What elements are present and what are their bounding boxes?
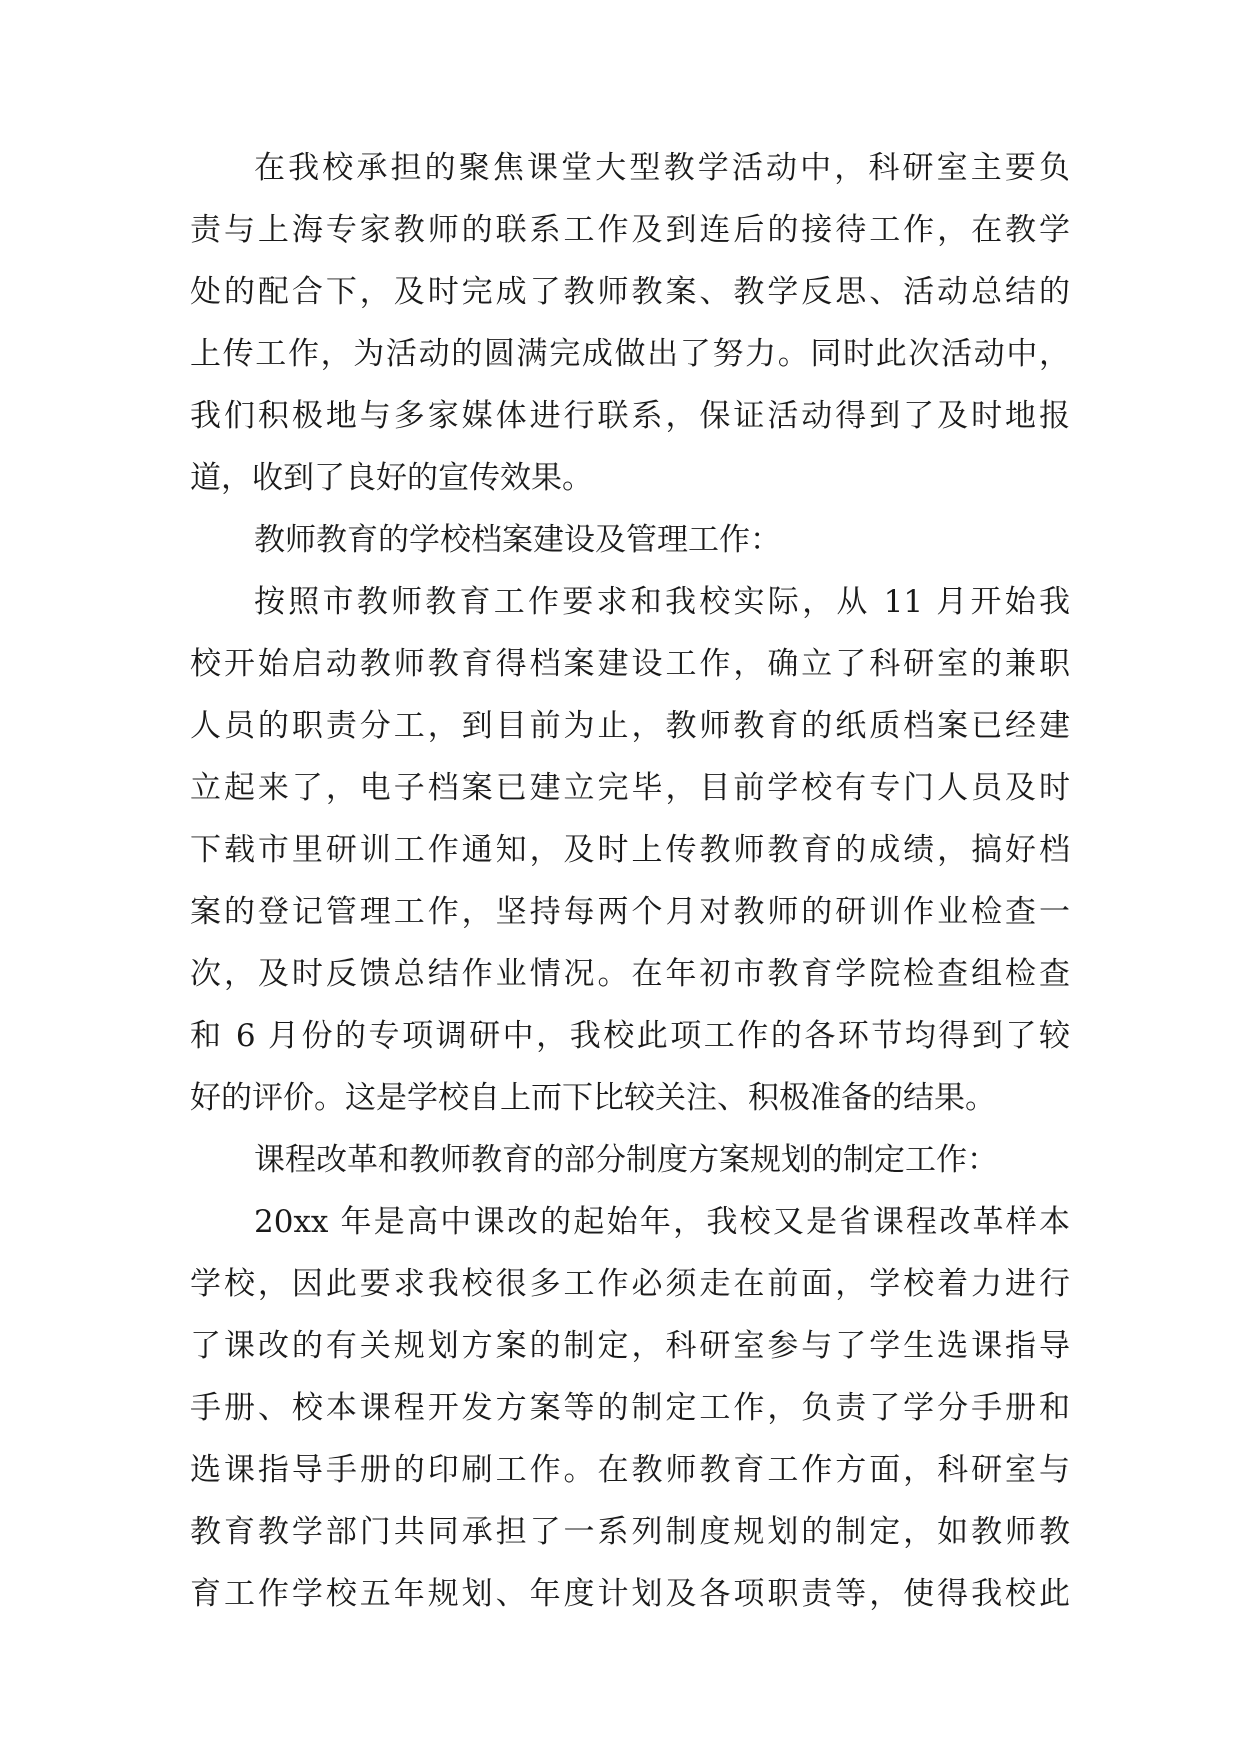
paragraph-2-line-2: 校开始启动教师教育得档案建设工作，确立了科研室的兼职	[190, 646, 1070, 682]
paragraph-2-line-6: 案的登记管理工作，坚持每两个月对教师的研训作业检查一	[190, 894, 1070, 930]
paragraph-2-line-7: 次，及时反馈总结作业情况。在年初市教育学院检查组检查	[190, 956, 1070, 992]
paragraph-1-line-3: 处的配合下，及时完成了教师教案、教学反思、活动总结的	[190, 274, 1070, 310]
paragraph-3-line-3: 了课改的有关规划方案的制定，科研室参与了学生选课指导	[190, 1328, 1070, 1364]
paragraph-1-line-1: 在我校承担的聚焦课堂大型教学活动中，科研室主要负	[254, 150, 1070, 186]
paragraph-3-line-5: 选课指导手册的印刷工作。在教师教育工作方面，科研室与	[190, 1452, 1070, 1488]
paragraph-2-line-3: 人员的职责分工，到目前为止，教师教育的纸质档案已经建	[190, 708, 1070, 744]
paragraph-1-line-6: 道，收到了良好的宣传效果。	[190, 460, 593, 496]
paragraph-3-line-7: 育工作学校五年规划、年度计划及各项职责等，使得我校此	[190, 1576, 1070, 1612]
paragraph-3-line-1: 20xx 年是高中课改的起始年，我校又是省课程改革样本	[254, 1204, 1070, 1240]
paragraph-1-line-2: 责与上海专家教师的联系工作及到连后的接待工作，在教学	[190, 212, 1070, 248]
paragraph-3-line-4: 手册、校本课程开发方案等的制定工作，负责了学分手册和	[190, 1390, 1070, 1426]
paragraph-3-line-2: 学校，因此要求我校很多工作必须走在前面，学校着力进行	[190, 1266, 1070, 1302]
paragraph-2-line-9: 好的评价。这是学校自上而下比较关注、积极准备的结果。	[190, 1080, 996, 1116]
paragraph-2-line-1: 按照市教师教育工作要求和我校实际，从 11 月开始我	[254, 584, 1070, 620]
section-heading-archives: 教师教育的学校档案建设及管理工作：	[254, 522, 781, 558]
paragraph-2-line-4: 立起来了，电子档案已建立完毕，目前学校有专门人员及时	[190, 770, 1070, 806]
paragraph-3-line-6: 教育教学部门共同承担了一系列制度规划的制定，如教师教	[190, 1514, 1070, 1550]
paragraph-2-line-8: 和 6 月份的专项调研中，我校此项工作的各环节均得到了较	[190, 1018, 1070, 1054]
paragraph-1-line-4: 上传工作，为活动的圆满完成做出了努力。同时此次活动中，	[190, 336, 1070, 372]
paragraph-2-line-5: 下载市里研训工作通知，及时上传教师教育的成绩，搞好档	[190, 832, 1070, 868]
section-heading-curriculum: 课程改革和教师教育的部分制度方案规划的制定工作：	[254, 1142, 998, 1178]
paragraph-1-line-5: 我们积极地与多家媒体进行联系，保证活动得到了及时地报	[190, 398, 1070, 434]
